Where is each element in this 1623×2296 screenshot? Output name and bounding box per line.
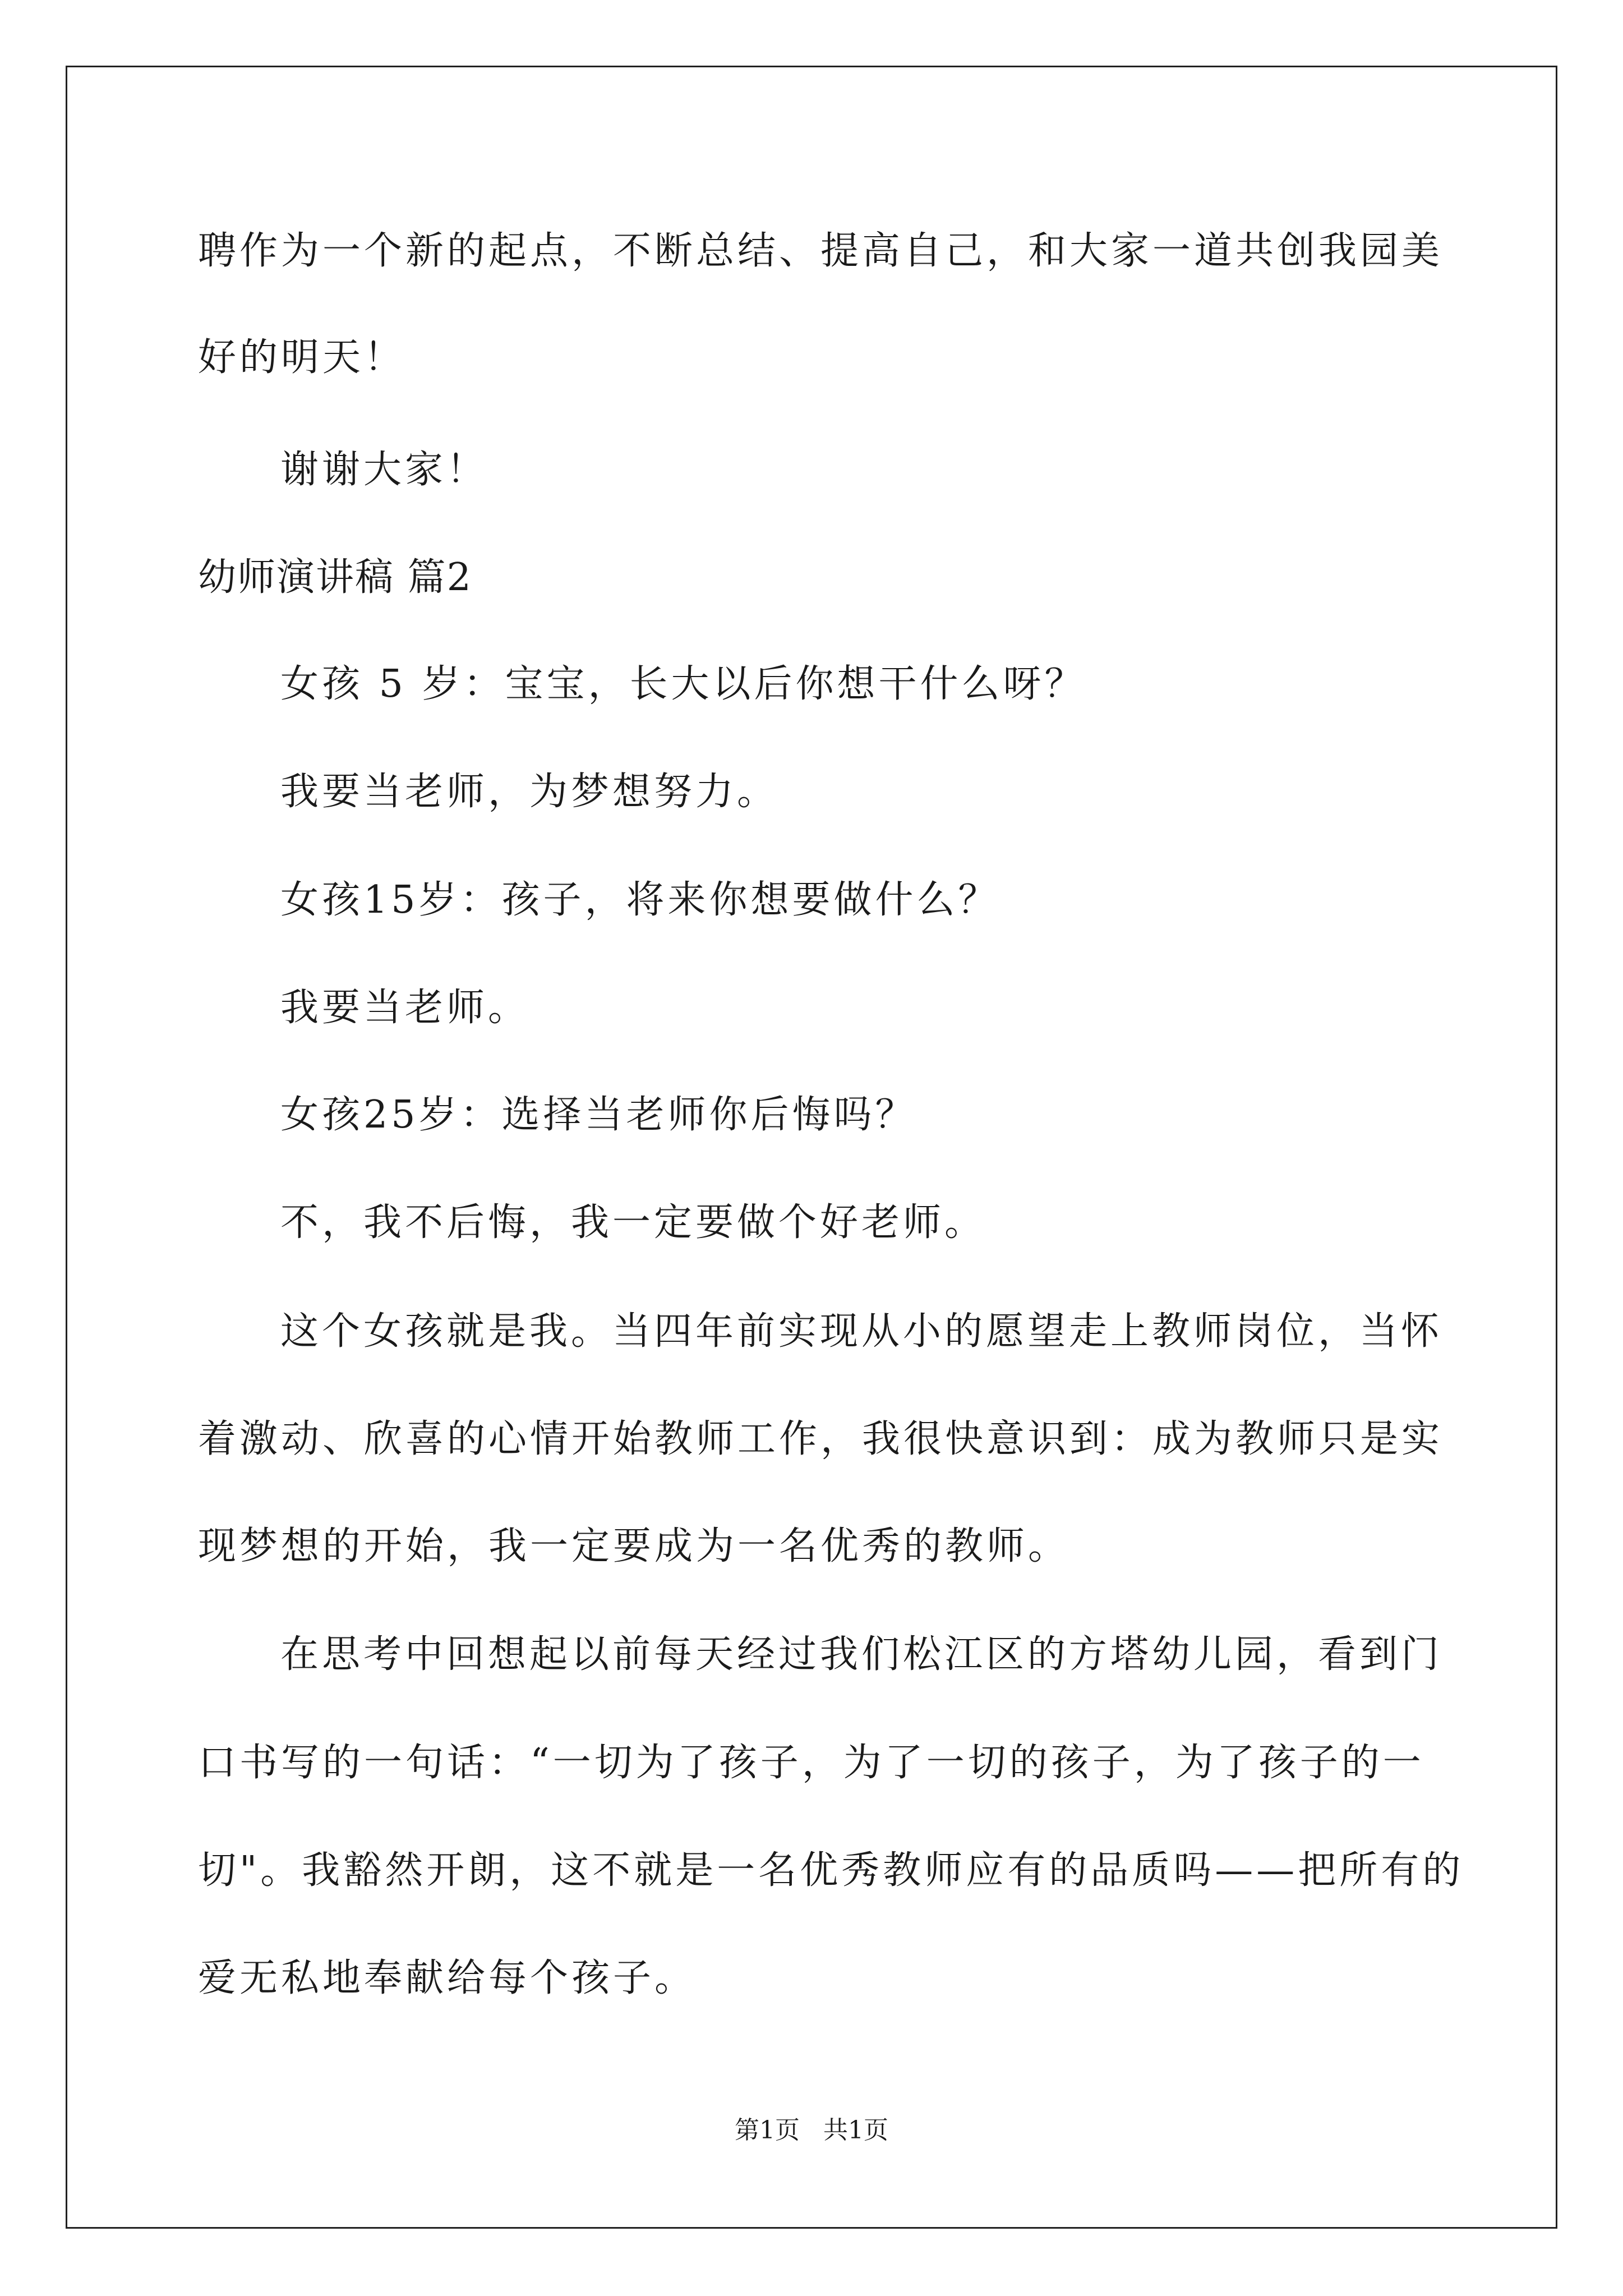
page-border — [66, 66, 1557, 2229]
text-line: 聘作为一个新的起点，不断总结、提高自己，和大家一道共创我园美 — [198, 229, 1444, 273]
text-line: 这个女孩就是我。当四年前实现从小的愿望走上教师岗位，当怀 — [280, 1309, 1443, 1354]
text-line: 现梦想的开始，我一定要成为一名优秀的教师。 — [198, 1524, 1070, 1568]
text-line: 口书写的一句话：“一切为了孩子，为了一切的孩子，为了孩子的一 — [198, 1741, 1424, 1785]
text-line: 着激动、欣喜的心情开始教师工作，我很快意识到：成为教师只是实 — [198, 1417, 1444, 1461]
page-number: 第1页 — [735, 2116, 800, 2145]
text-line: 不，我不后悔，我一定要做个好老师。 — [280, 1200, 986, 1245]
page-total: 共1页 — [823, 2116, 888, 2145]
text-line: 女孩25岁：选择当老师你后悔吗？ — [280, 1093, 917, 1137]
text-line: 好的明天！ — [198, 335, 406, 380]
text-line: 切"。我豁然开朗，这不就是一名优秀教师应有的品质吗——把所有的 — [198, 1848, 1464, 1893]
section-heading: 幼师演讲稿 篇2 — [198, 555, 472, 600]
text-line: 谢谢大家！ — [280, 448, 488, 492]
page-footer — [0, 2115, 1623, 2146]
text-line: 在思考中回想起以前每天经过我们松江区的方塔幼儿园，看到门 — [280, 1632, 1443, 1677]
text-line: 女孩15岁：孩子，将来你想要做什么？ — [280, 878, 1000, 922]
text-line: 我要当老师。 — [280, 986, 530, 1030]
text-line: 女孩 5 岁：宝宝，长大以后你想干什么呀？ — [280, 662, 1086, 706]
text-line: 我要当老师，为梦想努力。 — [280, 770, 779, 814]
text-line: 爱无私地奉献给每个孩子。 — [198, 1956, 697, 2000]
